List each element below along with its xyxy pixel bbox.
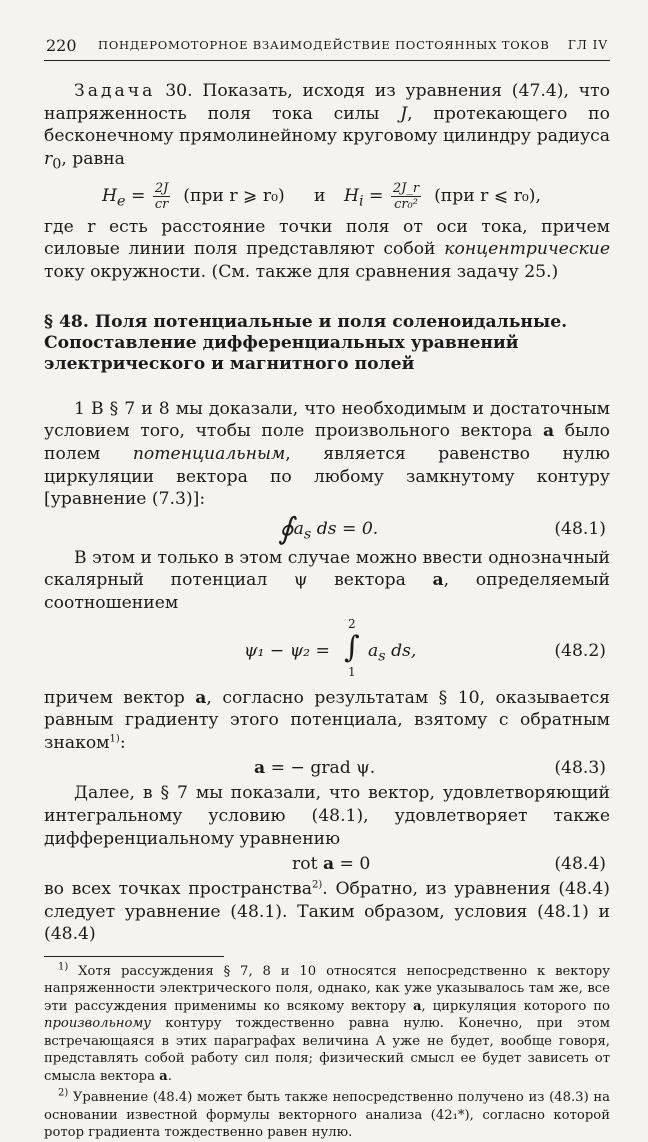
problem-continuation: где r есть расстояние точки поля от оси тока, причем силовые линии поля представляют собой концентрические току окружности. (См. также для сравнения задачу 25.) bbox=[44, 216, 610, 282]
paragraph-2: В этом и только в этом случае можно ввести однозначный скалярный потенциал ψ вектора a, определяемый соотношением bbox=[44, 547, 610, 613]
page-body bbox=[44, 66, 610, 1142]
paragraph-4: Далее, в § 7 мы показали, что вектор, удовлетворяющий интегральному условию (48.1), удовлетворяет также дифференциальному уравнению bbox=[44, 783, 610, 849]
header-rule bbox=[44, 60, 610, 61]
integral-icon: ∫ bbox=[344, 629, 360, 665]
contour-integral-icon: ∮ bbox=[278, 511, 294, 547]
running-header bbox=[46, 36, 608, 56]
equation-48-4: rot a = 0 (48.4) bbox=[44, 850, 610, 878]
fraction-He: $\frac{2J}{cr}$ bbox=[154, 180, 169, 212]
footnote-2: $^{2)}$ Уравнение (48.4) может быть также непосредственно получено из (48.3) на основании известной формулы векторного анализа (42₁*), согласно которой ротор градиента тождественно равен нулю. bbox=[44, 1088, 610, 1141]
problem-label: Задача bbox=[74, 81, 156, 101]
running-title: ПОНДЕРОМОТОРНОЕ ВЗАИМОДЕЙСТВИЕ ПОСТОЯННЫХ ТОКОВ bbox=[98, 38, 550, 52]
chapter-label: ГЛ IV bbox=[567, 38, 608, 52]
problem-statement: Задача 30. Показать, исходя из уравнения (47.4), что напряженность поля тока силы J, протекающего по бесконечному прямолинейному круговому цилиндру радиуса $r_0$, равна bbox=[44, 81, 610, 173]
paragraph-5: во всех точках пространства$^{2)}$. Обратно, из уравнения (48.4) следует уравнение (48.1). Таким образом, условия (48.1) и (48.4) bbox=[44, 879, 611, 945]
equation-number: (48.4) bbox=[554, 854, 606, 875]
equation-48-3: a = − grad ψ. (48.3) bbox=[44, 754, 610, 782]
footnote-ref-1[interactable]: 1) bbox=[109, 733, 120, 745]
equation-number: (48.3) bbox=[554, 758, 606, 779]
page-number: 220 bbox=[46, 36, 77, 55]
footnote-1: $^{1)}$ Хотя рассуждения § 7, 8 и 10 относятся непосредственно к вектору напряженности электрического поля, однако, как уже указывалось там же, все эти рассуждения применимы ко всякому вектору a, циркуляция которого по произвольному контуру тождественно равна нулю. Конечно, при этом встречающаяся в этих параграфах величина A уже не будет, вообще говоря, представлять собой работу сил поля; физический смысл ее будет зависеть от смысла вектора a. bbox=[44, 961, 610, 1084]
equation-number: (48.2) bbox=[554, 640, 606, 661]
equation-field-strength: $H_e$ = $\frac{2J}{cr}$ (при r ⩾ r₀) и $H_i$ = $\frac{2J\_r}{\text{cr₀²}}$ (при r ⩽ r₀), bbox=[102, 180, 541, 212]
paragraph-3: причем вектор a, согласно результатам § 10, оказывается равным градиенту этого потенциала, взятому с обратным знаком$^{1)}$: bbox=[44, 687, 611, 753]
section-heading: § 48. Поля потенциальные и поля соленоидальные. Сопоставление дифференциальных уравнений электрического и магнитного полей bbox=[44, 311, 568, 375]
equation-48-2: ψ₁ − ψ₂ = 2 ∫ 1 $a_s$ ds, (48.2) bbox=[244, 616, 606, 679]
fraction-Hi: $\frac{2J\_r}{\text{cr₀²}}$ bbox=[392, 180, 420, 212]
footnote-rule bbox=[44, 956, 224, 957]
footnote-ref-2[interactable]: 2) bbox=[311, 879, 323, 891]
equation-48-1: $∮a_s$ ds = 0. (48.1) bbox=[278, 511, 606, 547]
equation-number: (48.1) bbox=[554, 518, 606, 539]
paragraph-1: 1 В § 7 и 8 мы доказали, что необходимым и достаточным условием того, чтобы поле произвольного вектора a было полем потенциальным, является равенство нулю циркуляции вектора по любому замкнутому контуру [уравнение (7.3)]: bbox=[44, 398, 610, 510]
definite-integral: 2 ∫ 1 bbox=[344, 616, 360, 679]
